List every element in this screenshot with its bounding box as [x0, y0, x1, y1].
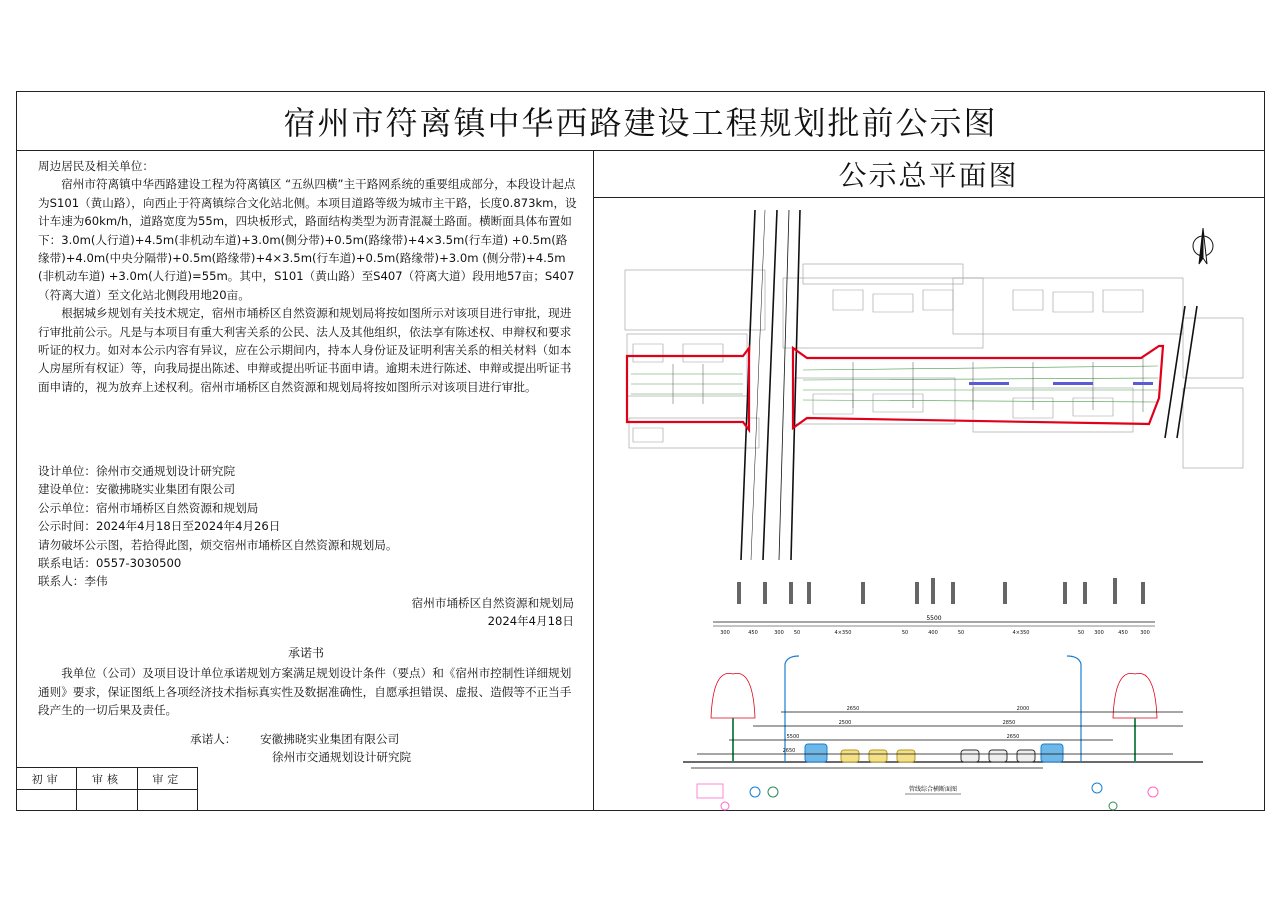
svg-text:450: 450 — [1118, 630, 1128, 636]
publish-unit: 公示单位：宿州市埇桥区自然资源和规划局 — [38, 500, 259, 515]
svg-text:50: 50 — [957, 630, 965, 636]
svg-text:50: 50 — [1077, 630, 1085, 636]
review-first-sign — [17, 790, 77, 811]
notice-text — [38, 157, 578, 396]
north-arrow-icon — [1193, 228, 1213, 264]
east-road — [1165, 306, 1197, 438]
pledge-block — [38, 644, 574, 766]
svg-text:450: 450 — [748, 630, 758, 636]
section-dimensions-svg — [593, 678, 1265, 808]
unit-info — [38, 462, 578, 591]
signer-1: 安徽拂晓实业集团有限公司 — [260, 731, 400, 746]
signer-block — [38, 730, 574, 767]
svg-text:2650: 2650 — [846, 706, 860, 712]
dimension-lines — [691, 712, 1183, 768]
review-check: 审核 — [77, 768, 137, 789]
salutation: 周边居民及相关单位： — [38, 159, 154, 173]
svg-text:50: 50 — [793, 630, 801, 636]
request-text: 请勿破坏公示图，若拾得此图，烦交宿州市埇桥区自然资源和规划局。 — [38, 537, 398, 552]
pledge-title: 承诺书 — [287, 646, 324, 660]
svg-text:4×350: 4×350 — [1012, 630, 1030, 636]
svg-text:400: 400 — [928, 630, 938, 636]
notice-paragraph-2: 根据城乡规划有关技术规定，宿州市埇桥区自然资源和规划局将按如图所示对该项目进行审批，现进行审批前公示。凡是与本项目有重大利害关系的公民、法人及其他组织，依法享有陈述权、申辩权和要求听证的权力。如对本公示内容有异议，应在公示期间内，持本人身份证及证明利害关系的相关材料（如本人房屋所有权证）等，向我局提出陈述、申辩或提出听证书面申请。逾期未进行陈述、申辩或提出听证书面申请的，视为放弃上述权利。宿州市埇桥区自然资源和规划局将按如图所示对该项目进行审批。 — [38, 306, 572, 394]
page-title: 宿州市符离镇中华西路建设工程规划批前公示图 — [283, 104, 998, 142]
plan-title: 公示总平面图 — [838, 158, 1019, 192]
svg-text:2500: 2500 — [838, 720, 852, 726]
plan-title-bar — [593, 150, 1264, 198]
svg-text:2000: 2000 — [1016, 706, 1030, 712]
svg-text:2650: 2650 — [1006, 734, 1020, 740]
lane-type-labels — [737, 578, 1145, 604]
issuer: 宿州市埇桥区自然资源和规划局 — [411, 596, 574, 610]
svg-text:4×350: 4×350 — [834, 630, 852, 636]
total-width-label: 5500 — [926, 615, 942, 622]
issuer-block — [38, 594, 574, 631]
svg-text:5500: 5500 — [786, 734, 800, 740]
svg-text:50: 50 — [901, 630, 909, 636]
svg-text:300: 300 — [720, 630, 730, 636]
dimension-values — [783, 706, 1030, 754]
signer-label: 承诺人： — [190, 731, 237, 746]
notice-panel — [17, 150, 594, 810]
publish-time: 公示时间：2024年4月18日至2024年4月26日 — [38, 519, 281, 534]
title-bar — [17, 92, 1264, 151]
pledge-text: 我单位（公司）及项目设计单位承诺规划方案满足规划设计条件（要点）和《宿州市控制性详细规划通则》要求，保证图纸上各项经济技术指标真实性及数据准确性，自愿承担错误、虚报、造假等不正当手段产生的一切后果及责任。 — [38, 666, 572, 718]
svg-text:300: 300 — [774, 630, 784, 636]
lane-widths — [720, 630, 1150, 636]
review-check-sign — [77, 790, 137, 811]
design-unit: 设计单位：徐州市交通规划设计研究院 — [38, 464, 236, 478]
site-plan — [625, 210, 1243, 560]
notice-paragraph-1: 宿州市符离镇中华西路建设工程为符离镇区 “五纵四横”主干路网系统的重要组成部分，本段设计起点为S101（黄山路），向西止于符离镇综合文化站北侧。本项目道路等级为城市主干路，长度0.873km，设计车速为60km/h，道路宽度为55m，四块板形式，路面结构类型为沥青混凝土路面。横断面具体布置如下：3.0m(人行道)+4.5m(非机动车道)+3.0m(侧分带)+0.5m(路缘带)+4×3.5m(行车道) +0.5m(路缘带)+4.0m(中央分隔带)+0.5m(路缘带)+4×3.5m(行车道)+0.5m(路缘带)+3.0m (侧分带)+4.5m (非机动车道) +3.0m(人行道)=55m。其中，S101（黄山路）至S407（符离大道）段用地57亩；S407（符离大道）至文化站北侧段用地20亩。 — [38, 177, 577, 302]
svg-text:2650: 2650 — [782, 748, 796, 754]
svg-text:2850: 2850 — [1002, 720, 1016, 726]
review-first: 初审 — [17, 768, 77, 789]
svg-text:300: 300 — [1140, 630, 1150, 636]
plan-annotations — [969, 382, 1153, 385]
phone: 联系电话：0557-3030500 — [38, 555, 182, 570]
signer-2: 徐州市交通规划设计研究院 — [272, 750, 412, 765]
review-final: 审定 — [152, 772, 183, 786]
contact: 联系人：李伟 — [38, 574, 108, 589]
review-final-sign — [138, 790, 197, 811]
section-caption: 管线综合横断面图 — [908, 786, 958, 793]
review-table — [17, 767, 198, 810]
svg-text:300: 300 — [1094, 630, 1104, 636]
build-unit: 建设单位：安徽拂晓实业集团有限公司 — [38, 482, 236, 497]
issue-date: 2024年4月18日 — [487, 614, 574, 629]
